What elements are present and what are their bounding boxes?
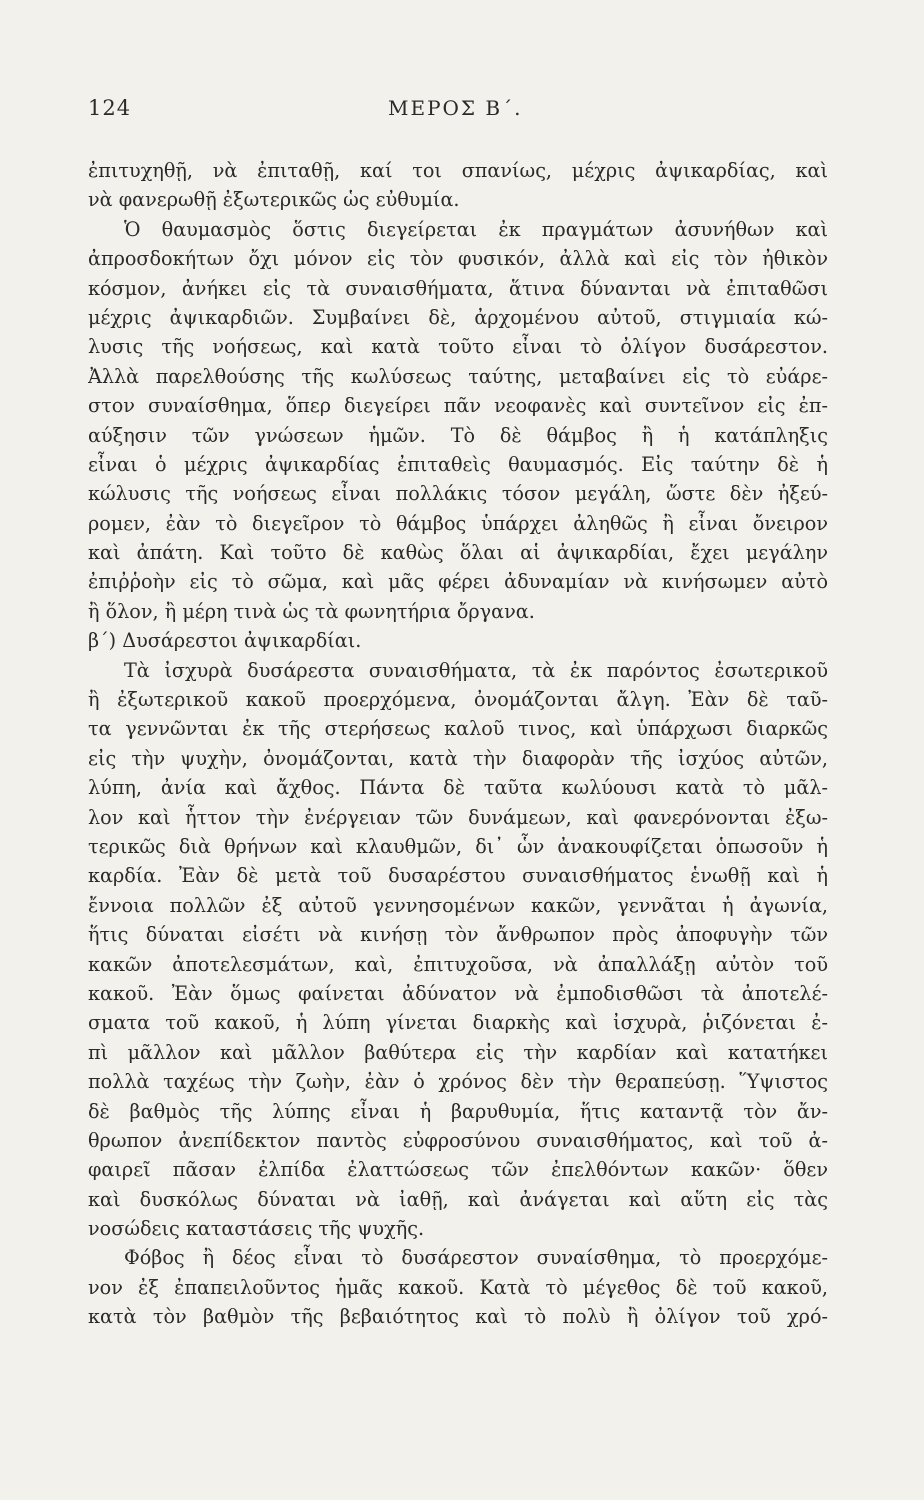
text-line: καὶ ἀπάτη. Καὶ τοῦτο δὲ καθὼς ὅλαι αἱ ἀψικαρδίαι, ἔχει μεγάλην (88, 541, 828, 565)
text-line: σματα τοῦ κακοῦ, ἡ λύπη γίνεται διαρκὴς καὶ ἰσχυρὰ, ῥιζόνεται ἐ- (88, 1011, 828, 1035)
text-line: νοσώδεις καταστάσεις τῆς ψυχῆς. (88, 1217, 425, 1241)
text-line: νον ἐξ ἐπαπειλοῦντος ἡμᾶς κακοῦ. Κατὰ τὸ μέγεθος δὲ τοῦ κακοῦ, (88, 1275, 828, 1299)
text-line: πολλὰ ταχέως τὴν ζωὴν, ἐὰν ὁ χρόνος δὲν τὴν θεραπεύσῃ. Ὕψιστος (88, 1070, 828, 1094)
text-line: κώλυσις τῆς νοήσεως εἶναι πολλάκις τόσον μεγάλη, ὥστε δὲν ἠξεύ- (88, 482, 828, 506)
text-line: Ἀλλὰ παρελθούσης τῆς κωλύσεως ταύτης, μεταβαίνει εἰς τὸ εὐάρε- (88, 364, 828, 388)
text-line: ἐπιῤῥοὴν εἰς τὸ σῶμα, καὶ μᾶς φέρει ἀδυναμίαν νὰ κινήσωμεν αὐτὸ (88, 570, 828, 594)
text-line: ἢ ὅλον, ἢ μέρη τινὰ ὡς τὰ φωνητήρια ὄργανα. (88, 599, 535, 623)
text-line: τα γεννῶνται ἐκ τῆς στερήσεως καλοῦ τινος, καὶ ὑπάρχωσι διαρκῶς (88, 717, 828, 741)
text-line: θρωπον ἀνεπίδεκτον παντὸς εὐφροσύνου συναισθήματος, καὶ τοῦ ἀ- (88, 1128, 828, 1152)
text-line: εἰς τὴν ψυχὴν, ὀνομάζονται, κατὰ τὴν διαφορὰν τῆς ἰσχύος αὐτῶν, (88, 746, 828, 770)
text-line: κόσμον, ἀνήκει εἰς τὰ συναισθήματα, ἅτινα δύνανται νὰ ἐπιταθῶσι (88, 276, 828, 300)
text-line: λύπη, ἀνία καὶ ἄχθος. Πάντα δὲ ταῦτα κωλύουσι κατὰ τὸ μᾶλ- (88, 776, 828, 800)
text-line: λυσις τῆς νοήσεως, καὶ κατὰ τοῦτο εἶναι τὸ ὀλίγον δυσάρεστον. (88, 335, 828, 359)
text-line: β΄) Δυσάρεστοι ἀψικαρδίαι. (88, 629, 362, 653)
text-line: νὰ φανερωθῇ ἐξωτερικῶς ὡς εὐθυμία. (88, 188, 460, 212)
running-head: ΜΕΡΟΣ Β΄. (388, 96, 523, 120)
text-line: κατὰ τὸν βαθμὸν τῆς βεβαιότητος καὶ τὸ πολὺ ἢ ὀλίγον τοῦ χρό- (88, 1305, 828, 1329)
text-line: ἀπροσδοκήτων ὄχι μόνον εἰς τὸν φυσικόν, ἀλλὰ καὶ εἰς τὸν ἠθικὸν (88, 247, 828, 271)
text-line: Ὁ θαυμασμὸς ὅστις διεγείρεται ἐκ πραγμάτων ἀσυνήθων καὶ (124, 217, 828, 241)
text-line: ἥτις δύναται εἰσέτι νὰ κινήσῃ τὸν ἄνθρωπον πρὸς ἀποφυγὴν τῶν (88, 923, 828, 947)
text-line: τερικῶς διὰ θρήνων καὶ κλαυθμῶν, δι᾽ ὧν ἀνακουφίζεται ὁπωσοῦν ἡ (88, 834, 828, 858)
text-line: καὶ δυσκόλως δύναται νὰ ἰαθῇ, καὶ ἀνάγεται καὶ αὕτη εἰς τὰς (88, 1187, 828, 1211)
text-line: φαιρεῖ πᾶσαν ἐλπίδα ἐλαττώσεως τῶν ἐπελθόντων κακῶν· ὅθεν (88, 1158, 828, 1182)
text-line: κακῶν ἀποτελεσμάτων, καὶ, ἐπιτυχοῦσα, νὰ ἀπαλλάξῃ αὐτὸν τοῦ (88, 952, 828, 976)
text-line: ἔννοια πολλῶν ἐξ αὐτοῦ γεννησομένων κακῶν, γεννᾶται ἡ ἀγωνία, (88, 893, 828, 917)
text-line: αύξησιν τῶν γνώσεων ἡμῶν. Τὸ δὲ θάμβος ἢ ἡ κατάπληξις (88, 423, 828, 447)
text-line: λον καὶ ἧττον τὴν ἐνέργειαν τῶν δυνάμεων, καὶ φανερόνονται ἐξω- (88, 805, 828, 829)
text-line: στον συναίσθημα, ὅπερ διεγείρει πᾶν νεοφανὲς καὶ συντεῖνον εἰς ἐπ- (88, 394, 828, 418)
text-line: καρδία. Ἐὰν δὲ μετὰ τοῦ δυσαρέστου συναισθήματος ἑνωθῇ καὶ ἡ (88, 864, 828, 888)
text-line: Φόβος ἢ δέος εἶναι τὸ δυσάρεστον συναίσθημα, τὸ προερχόμε- (124, 1246, 828, 1270)
text-line: Τὰ ἰσχυρὰ δυσάρεστα συναισθήματα, τὰ ἐκ παρόντος ἐσωτερικοῦ (124, 658, 828, 682)
text-line: κακοῦ. Ἐὰν ὅμως φαίνεται ἀδύνατον νὰ ἐμποδισθῶσι τὰ ἀποτελέ- (88, 981, 828, 1005)
body-text (88, 156, 828, 1332)
text-line: ἢ ἐξωτερικοῦ κακοῦ προερχόμενα, ὀνομάζονται ἄλγη. Ἐὰν δὲ ταῦ- (88, 688, 828, 712)
page-header (88, 96, 828, 136)
text-line: ρομεν, ἐὰν τὸ διεγεῖρον τὸ θάμβος ὑπάρχει ἀληθῶς ἢ εἶναι ὄνειρον (88, 511, 828, 535)
text-line: εἶναι ὁ μέχρις ἀψικαρδίας ἐπιταθεὶς θαυμασμός. Εἰς ταύτην δὲ ἡ (88, 452, 828, 476)
text-line: ἐπιτυχηθῇ, νὰ ἐπιταθῇ, καί τοι σπανίως, μέχρις ἀψικαρδίας, καὶ (88, 159, 828, 182)
text-line: δὲ βαθμὸς τῆς λύπης εἶναι ἡ βαρυθυμία, ἥτις καταντᾷ τὸν ἄν- (88, 1099, 828, 1123)
text-line: πὶ μᾶλλον καὶ μᾶλλον βαθύτερα εἰς τὴν καρδίαν καὶ κατατήκει (88, 1040, 828, 1064)
page-number: 124 (88, 96, 132, 120)
text-line: μέχρις ἀψικαρδιῶν. Συμβαίνει δὲ, ἀρχομένου αὐτοῦ, στιγμιαία κώ- (88, 305, 828, 329)
